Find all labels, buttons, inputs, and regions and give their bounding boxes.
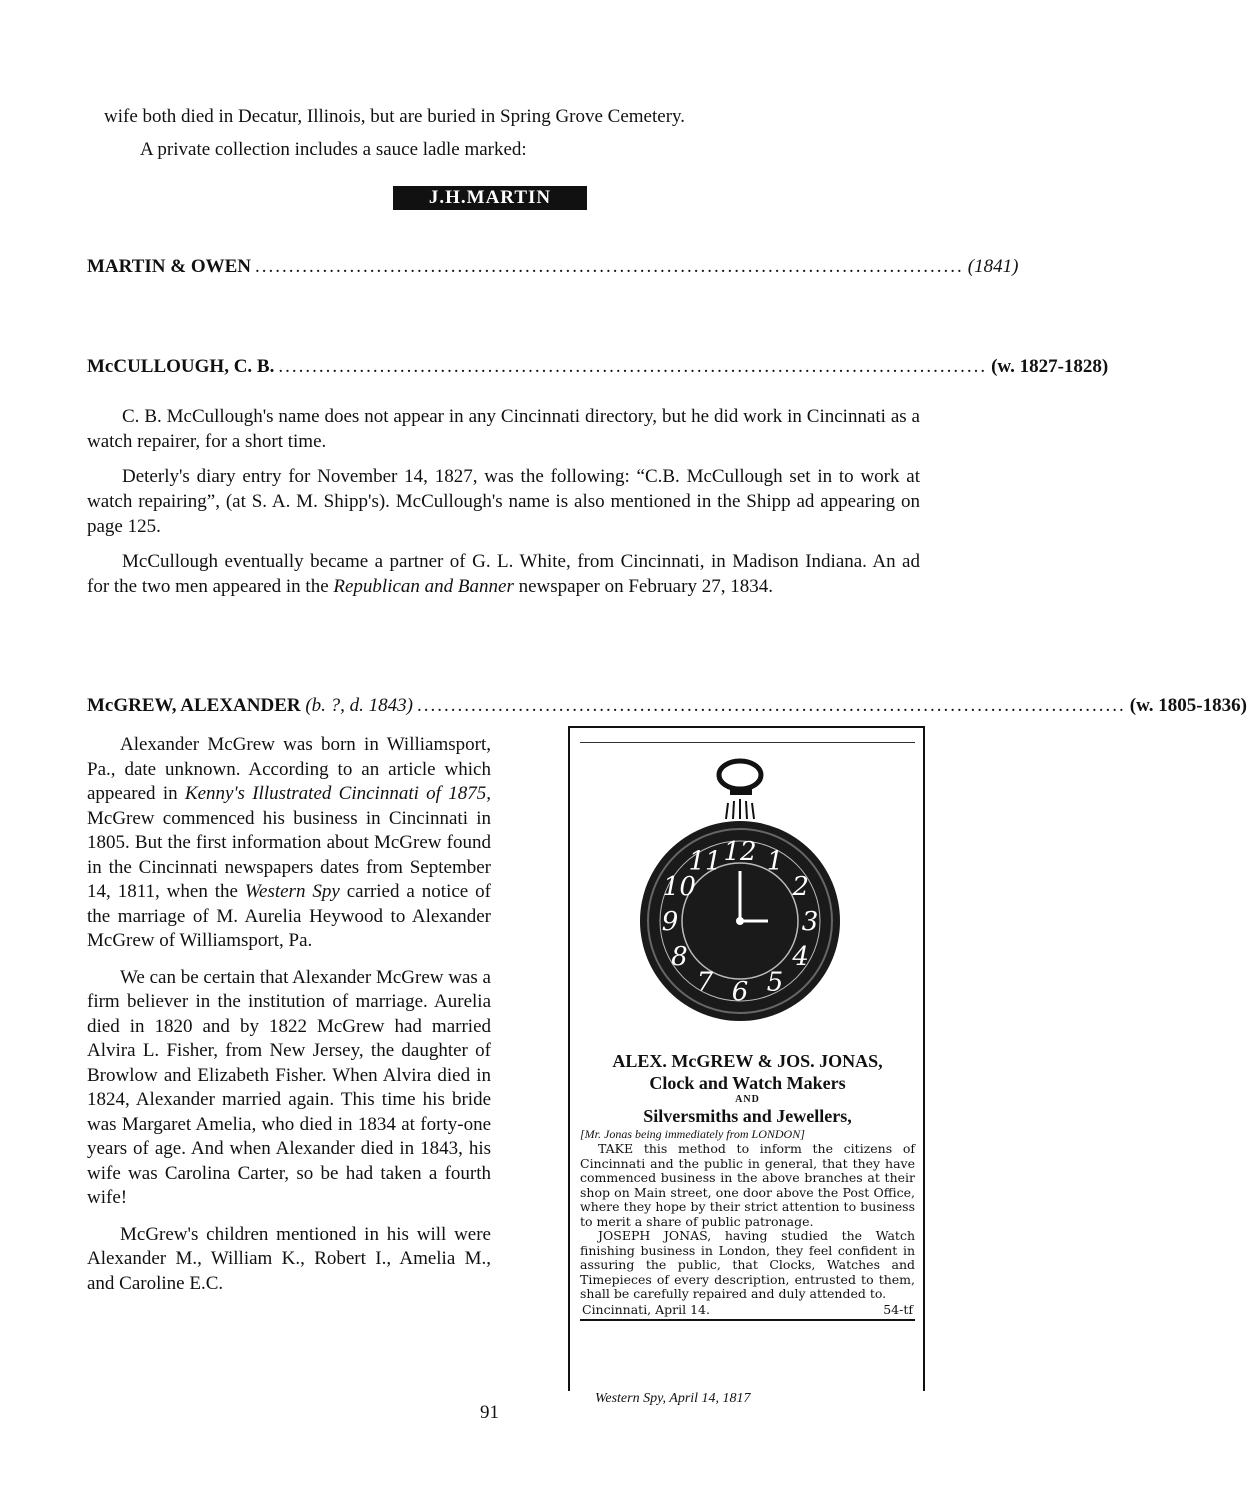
paragraph: Alexander McGrew was born in Williamsport, Pa., date unknown. According to an article which appeared in Kenny's Illustrated Cincinnati of 1875, McGrew commenced his business in Cincinnati in 1805. But the first information about McGrew found in the Cincinnati newspapers dates from September 14, 1811, when the Western Spy carried a notice of the marriage of M. Aurelia Heywood to Alexander McGrew of Williamsport, Pa. — [87, 734, 491, 951]
entry-life-dates: (b. ?, d. 1843) — [305, 695, 413, 716]
entry-dates: (w. 1827-1828) — [991, 356, 1109, 377]
leader-dots: ......................................................................................................... — [278, 356, 988, 377]
ad-subtitle: Clock and Watch Makers — [649, 1073, 846, 1093]
entry-dates: (1841) — [967, 256, 1019, 277]
ad-caption: Western Spy, April 14, 1817 — [595, 1391, 751, 1406]
watch-numeral: 2 — [792, 872, 809, 902]
watch-numeral: 7 — [696, 967, 714, 998]
mcgrew-text — [87, 733, 491, 1296]
paragraph: McGrew's children mentioned in his will were Alexander M., William K., Robert I., Amelia M., and Caroline E.C. — [87, 1223, 491, 1294]
mccullough-text — [87, 404, 920, 609]
ad-dateline: Cincinnati, April 14. — [582, 1301, 710, 1317]
intro-line-2: A private collection includes a sauce ladle marked: — [140, 139, 527, 160]
leader-dots: ......................................................................................................... — [417, 695, 1126, 716]
watch-numeral: 3 — [801, 907, 819, 937]
paragraph: C. B. McCullough's name does not appear in any Cincinnati directory, but he did work in Cincinnati as a watch repairer, for a short time. — [87, 406, 920, 452]
page-number: 91 — [480, 1402, 499, 1423]
leader-dots: ......................................................................................................... — [255, 256, 964, 277]
watch-numeral: 10 — [662, 872, 696, 902]
ad-body — [580, 1142, 915, 1302]
watch-numeral: 11 — [688, 846, 722, 877]
ad-subtitle-2: Silversmiths and Jewellers, — [643, 1106, 852, 1126]
paragraph: Deterly's diary entry for November 14, 1827, was the following: “C.B. McCullough set in to work at watch repairing”, (at S. A. M. Shipp's). McCullough's name is also mentioned in the Shipp ad appearing on page 125. — [87, 466, 920, 537]
entry-name: MARTIN & OWEN — [87, 256, 251, 277]
advertisement — [568, 726, 925, 1391]
maker-mark: J.H.MARTIN — [393, 186, 587, 210]
watch-numeral: 6 — [731, 977, 749, 1007]
watch-numeral: 12 — [723, 837, 757, 867]
ad-title: ALEX. McGREW & JOS. JONAS, — [612, 1051, 883, 1071]
entry-name: McGREW, ALEXANDER (b. ?, d. 1843) — [87, 695, 413, 716]
ad-code: 54-tf — [883, 1301, 913, 1317]
paragraph: McCullough eventually became a partner of G. L. White, from Cincinnati, in Madison Indiana. An ad for the two men appeared in the Republican and Banner newspaper on February 27, 1834. — [87, 551, 920, 597]
pocket-watch-illustration — [580, 743, 913, 1043]
entry-mcgrew — [87, 695, 1247, 717]
watch-numeral: 8 — [671, 942, 688, 972]
ad-note: [Mr. Jonas being immediately from LONDON] — [580, 1127, 805, 1141]
entry-mccullough — [87, 356, 1109, 378]
ad-paragraph: TAKE this method to inform the citizens of Cincinnati and the public in general, that they have commenced business in the above branches at their shop on Main street, one door above the Post Office, where they hope by their strict attention to business to merit a share of public patronage. — [580, 1141, 915, 1229]
entry-martin-owen — [87, 256, 1019, 278]
intro-line: wife both died in Decatur, Illinois, but are buried in Spring Grove Cemetery. — [104, 106, 686, 127]
watch-numeral: 9 — [661, 907, 679, 937]
entry-dates: (w. 1805-1836) — [1129, 695, 1247, 716]
ad-paragraph: JOSEPH JONAS, having studied the Watch finishing business in London, they feel confident in assuring the public, that Clocks, Watches and Timepieces of every description, entrusted to them, shall be carefully repaired and duly attended to. — [580, 1228, 915, 1301]
watch-numeral: 1 — [766, 846, 784, 877]
watch-numeral: 4 — [792, 942, 809, 972]
ad-and: AND — [735, 1094, 760, 1105]
entry-name: McCULLOUGH, C. B. — [87, 356, 275, 377]
paragraph: We can be certain that Alexander McGrew was a firm believer in the institution of marriage. Aurelia died in 1820 and by 1822 McGrew had married Alvira L. Fisher, from New Jersey, the daughter of Browlow and Elizabeth Fisher. When Alvira died in 1824, Alexander married again. This time his bride was Margaret Amelia, who died in 1834 at forty-one years of age. And when Alexander died in 1843, his wife was Carolina Carter, so be had taken a fourth wife! — [87, 966, 491, 1208]
ad-footer — [580, 1302, 915, 1321]
watch-numeral: 5 — [766, 967, 784, 998]
